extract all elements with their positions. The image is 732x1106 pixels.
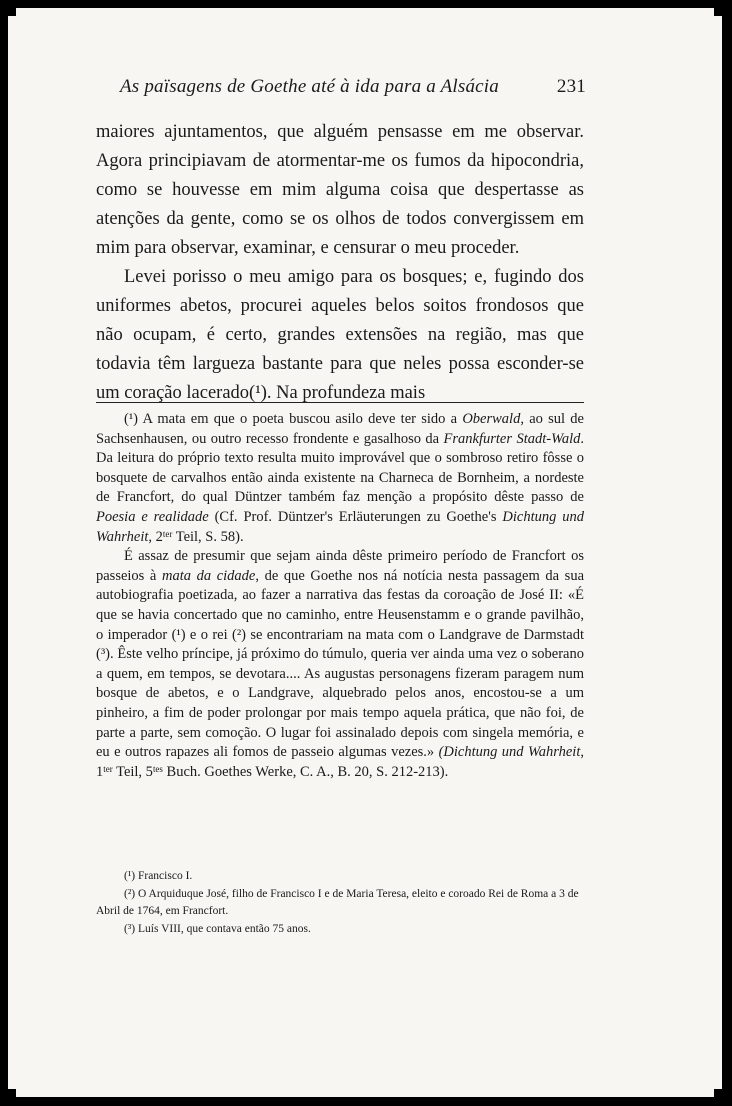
- paragraph-text: Levei porisso o meu amigo para os bosques; e, fugindo dos uniformes abetos, procurei aqueles belos soitos frondosos que não ocupam, é certo, grandes extensões na região, mas que todavia têm largueza bastante para que neles possa esconder-se um coração lacerado: [96, 267, 584, 403]
- superscript: ter: [162, 528, 173, 539]
- superscript: tes: [152, 763, 163, 774]
- sub-footnotes: [96, 868, 584, 938]
- footnote-text: Teil, 5: [112, 763, 153, 780]
- footnote-marker: (¹): [124, 411, 139, 427]
- footnote-italic: (Dichtung und Wahrheit: [438, 744, 581, 761]
- footnote-text: , 1: [96, 744, 584, 780]
- footnote-italic: Poesia e realidade: [96, 508, 209, 525]
- footnote-text: (Cf. Prof. Düntzer's Erläuterungen zu Goethe's: [208, 508, 503, 525]
- body-text: [96, 118, 584, 408]
- footnote-italic: Frankfurter Stadt-Wald: [443, 430, 581, 447]
- footnote-italic: Dichtung und Wahrheit: [96, 508, 584, 545]
- footnote: [96, 410, 584, 782]
- scan-corner-mark: [8, 8, 16, 16]
- footnote-text: Teil, S. 58).: [172, 528, 244, 545]
- footnote-text: , 2: [148, 528, 163, 545]
- footnote-text: . Da leitura do próprio texto resulta muito improvável que o sombroso retiro fôsse o bosquete de carvalhos então ainda existente na Charneca de Bornheim, a nordeste de Francfort, do qual Düntzer também faz menção a propósito dêste passo de: [96, 430, 584, 506]
- sub-footnote: [96, 886, 584, 921]
- sub-footnote-text: (²) O Arquiduque José, filho de Francisco I e de Maria Teresa, eleito e coroado Rei de Roma a 3 de Abril de 1764, em Francfort.: [96, 887, 579, 917]
- running-header: [120, 76, 586, 98]
- scan-corner-mark: [714, 1089, 722, 1097]
- scan-corner-mark: [714, 8, 722, 16]
- scan-corner-mark: [8, 1089, 16, 1097]
- footnote-paragraph: [96, 547, 584, 782]
- sub-footnote: (³) Luís VIII, que contava então 75 anos.: [124, 922, 311, 935]
- footnote-paragraph: [96, 410, 584, 547]
- footnote-reference: (¹): [249, 383, 267, 403]
- paragraph-text: . Na profundeza mais: [266, 383, 426, 403]
- page-number: 231: [556, 76, 586, 97]
- running-title: As païsagens de Goethe até à ida para a Alsácia: [120, 76, 499, 97]
- footnote-divider: [96, 402, 584, 403]
- footnote-text: É assaz de presumir que sejam ainda dêste primeiro período de Francfort os passeios à: [96, 548, 584, 584]
- paragraph: maiores ajuntamentos, que alguém pensasse em me observar. Agora principiavam de atormentar-me os fumos da hipocondria, como se houvesse em mim alguma coisa que despertasse as atenções da gente, como se os olhos de todos convergissem em mim para observar, examinar, e censurar o meu proceder.: [96, 122, 584, 258]
- footnote-text: A mata em que o poeta buscou asilo deve ter sido a: [138, 411, 463, 427]
- footnote-italic: mata da cidade: [161, 567, 256, 584]
- footnote-text: , de que Goethe nos ná notícia nesta passagem da sua autobiografia poetizada, ao fazer a narrativa das festas da coroação de José II: «É que se havia concertado que no caminho, entre Heusenstamm e o grande pavilhão, o imperador (¹) e o rei (²) se encontrariam na mata com o Landgrave de Darmstadt (³). Êste velho príncipe, já próximo do túmulo, queria ver ainda uma vez o soberano a quem, em tempos, se devotara.... As augustas personagens fizeram paragem num bosque de abetos, e o Landgrave, alquebrado pelos anos, encostou-se a um pinheiro, a fim de poder prolongar por mais tempo aquela prática, que não foi, de parte a parte, sem comoção. O lugar foi assinalado depois com singela memória, e eu e outros rapazes ali fomos de passeio algumas vezes.»: [96, 567, 585, 761]
- footnote-text: Buch. Goethes Werke, C. A., B. 20, S. 212-213).: [162, 763, 449, 780]
- page: [8, 8, 722, 1097]
- sub-footnote: (¹) Francisco I.: [124, 870, 193, 882]
- paragraph: [96, 263, 584, 408]
- footnote-italic: Oberwald: [462, 411, 521, 427]
- footnote-text: , ao sul de Sachsenhausen, ou outro recesso frondente e gasalhoso da: [96, 411, 584, 447]
- superscript: ter: [103, 763, 113, 774]
